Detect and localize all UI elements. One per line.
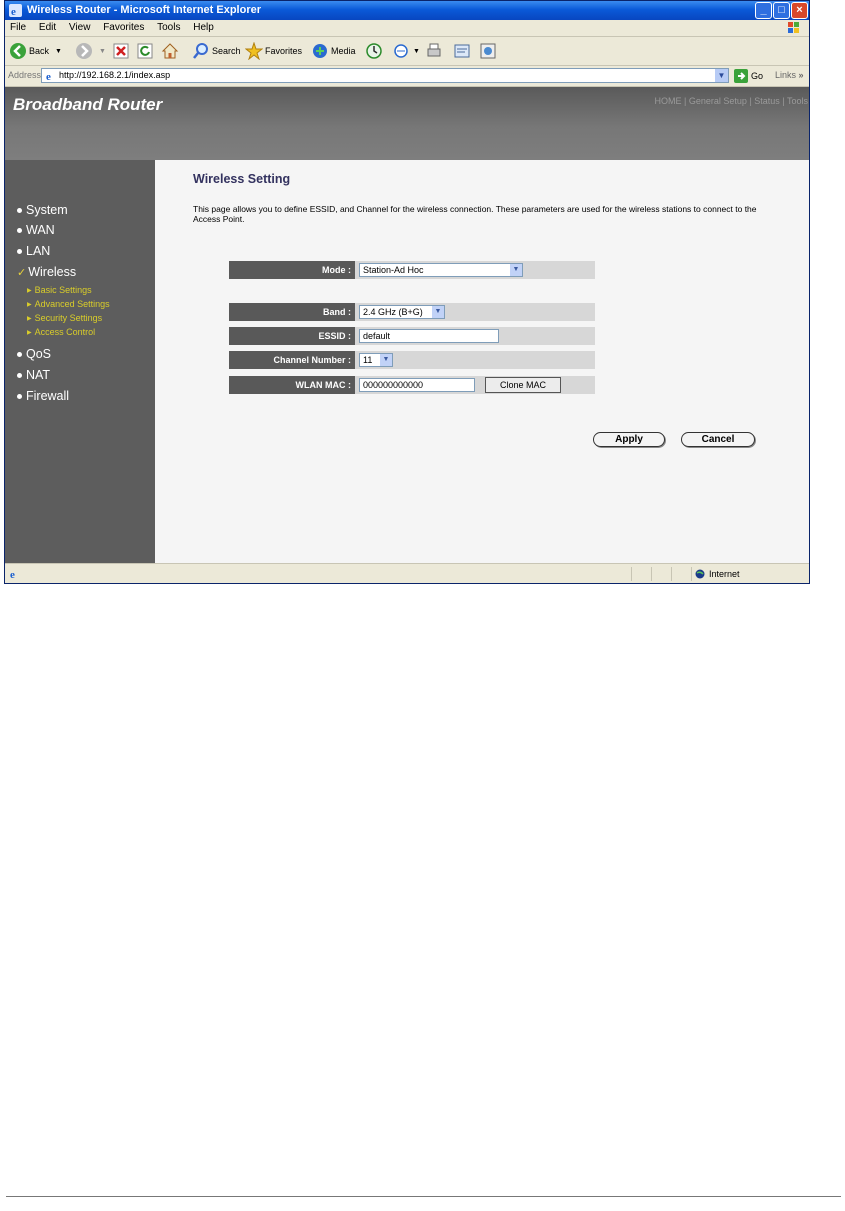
back-arrow-icon (9, 42, 27, 60)
status-segment (651, 567, 672, 581)
wlan-mac-row (229, 376, 595, 394)
menu-tools[interactable]: Tools (157, 22, 181, 33)
sidebar-sub-access-control[interactable] (27, 327, 95, 337)
address-url: http://192.168.2.1/index.asp (59, 70, 171, 80)
toolbar (5, 37, 809, 66)
nav-general-setup[interactable]: General Setup (688, 96, 747, 106)
essid-value: default (363, 331, 391, 341)
band-label: Band : (229, 303, 355, 321)
chevron-down-icon: ▼ (380, 354, 392, 366)
print-button[interactable] (425, 41, 445, 61)
mode-row (229, 261, 595, 279)
bullet-icon (17, 373, 22, 378)
bullet-icon (17, 249, 22, 254)
globe-icon (695, 569, 705, 579)
sidebar-item-label: QoS (26, 347, 52, 361)
arrow-right-icon: ▶ (27, 302, 32, 309)
chevron-down-icon: ▼ (432, 306, 444, 318)
links-label: Links (775, 70, 797, 80)
nav-separator: | (746, 96, 755, 106)
sidebar-item-nat[interactable] (17, 368, 50, 382)
windows-logo-icon (787, 21, 801, 34)
sidebar-sub-advanced-settings[interactable] (27, 299, 110, 309)
essid-input[interactable] (359, 329, 499, 343)
wlan-mac-input[interactable] (359, 378, 475, 392)
wlan-mac-label: WLAN MAC : (229, 376, 355, 394)
address-input[interactable] (41, 68, 729, 83)
address-bar (5, 66, 809, 87)
zone-label: Internet (709, 569, 740, 579)
sidebar-item-label: System (26, 203, 68, 217)
back-button[interactable] (9, 41, 62, 61)
router-header (5, 87, 810, 160)
ie-app-icon (9, 4, 22, 17)
bullet-icon (17, 394, 22, 399)
forward-button[interactable] (75, 41, 106, 61)
menu-view[interactable]: View (68, 22, 91, 33)
channel-value: 11 (363, 355, 373, 365)
print-icon (425, 42, 443, 60)
go-label: Go (751, 71, 764, 81)
refresh-button[interactable] (137, 41, 155, 61)
maximize-button[interactable]: □ (773, 2, 790, 19)
mode-label: Mode : (229, 261, 355, 279)
search-label: Search (212, 46, 241, 56)
minimize-button[interactable]: _ (755, 2, 772, 19)
sidebar-sub-basic-settings[interactable] (27, 285, 92, 295)
clone-mac-button[interactable]: Clone MAC (485, 377, 561, 393)
edit-button[interactable] (453, 41, 473, 61)
address-label: Address (8, 70, 42, 80)
page-status-icon (9, 568, 21, 580)
svg-text:e: e (11, 6, 16, 17)
sidebar-item-lan[interactable] (17, 244, 50, 258)
page-title: Wireless Setting (193, 172, 291, 186)
messenger-icon (479, 42, 497, 60)
menu-file[interactable]: File (10, 22, 27, 33)
mode-select[interactable] (359, 263, 523, 277)
media-icon (311, 42, 329, 60)
bullet-icon (17, 228, 22, 233)
sidebar-item-label: Wireless (28, 265, 77, 279)
nav-separator: | (779, 96, 787, 106)
sidebar-sub-label: Access Control (34, 327, 96, 337)
sidebar-sub-label: Advanced Settings (34, 299, 110, 309)
band-row (229, 303, 595, 321)
brand-title: Broadband Router (13, 95, 163, 114)
address-dropdown-icon[interactable]: ▼ (715, 69, 728, 82)
close-button[interactable]: × (791, 2, 808, 19)
media-button[interactable] (311, 41, 356, 61)
menu-favorites[interactable]: Favorites (103, 22, 145, 33)
apply-button[interactable]: Apply (593, 432, 665, 447)
main-content (155, 160, 810, 563)
links-button[interactable] (775, 70, 804, 80)
band-select[interactable] (359, 305, 445, 319)
bullet-icon (17, 208, 22, 213)
sidebar-item-label: WAN (26, 223, 55, 237)
page-icon (45, 70, 57, 81)
status-segment (631, 567, 652, 581)
checkmark-icon: ✓ (17, 267, 27, 279)
sidebar-item-wan[interactable] (17, 223, 55, 237)
go-button[interactable] (734, 69, 763, 83)
channel-label: Channel Number : (229, 351, 355, 369)
title-bar (5, 1, 809, 20)
favorites-label: Favorites (265, 46, 303, 56)
favorites-button[interactable] (245, 41, 302, 61)
nav-status[interactable]: Status (754, 96, 780, 106)
sidebar-sub-security-settings[interactable] (27, 313, 102, 323)
menu-bar (5, 20, 809, 37)
mail-button[interactable] (393, 41, 420, 61)
sidebar-item-label: NAT (26, 368, 51, 382)
essid-label: ESSID : (229, 327, 355, 345)
bullet-icon (17, 352, 22, 357)
arrow-right-icon: ▶ (27, 316, 32, 323)
stop-button[interactable] (113, 41, 131, 61)
arrow-right-icon: ▶ (27, 330, 32, 337)
svg-text:e: e (10, 569, 15, 580)
nav-home[interactable]: HOME (654, 96, 682, 106)
forward-dropdown-icon: ▼ (99, 47, 106, 55)
stop-icon (113, 43, 129, 59)
links-chevron-icon: » (798, 70, 804, 80)
nav-separator: | (681, 96, 689, 106)
essid-row (229, 327, 595, 345)
sidebar-item-system[interactable] (17, 203, 68, 217)
status-bar (5, 563, 810, 584)
history-icon (365, 42, 383, 60)
sidebar-item-wireless[interactable] (17, 265, 76, 279)
back-dropdown-icon: ▼ (55, 47, 62, 55)
go-arrow-icon (734, 69, 748, 83)
media-label: Media (331, 46, 356, 56)
search-button[interactable] (192, 41, 241, 61)
browser-window (4, 0, 810, 584)
mail-icon (393, 42, 411, 60)
edit-icon (453, 42, 471, 60)
sidebar-sub-label: Basic Settings (34, 285, 92, 295)
sidebar-sub-label: Security Settings (34, 313, 103, 323)
chevron-down-icon: ▼ (510, 264, 522, 276)
menu-edit[interactable]: Edit (38, 22, 57, 33)
svg-text:e: e (46, 71, 51, 81)
mode-value: Station-Ad Hoc (363, 265, 424, 275)
window-title: Wireless Router - Microsoft Internet Explorer (27, 4, 262, 16)
arrow-right-icon: ▶ (27, 288, 32, 295)
home-button[interactable] (161, 41, 181, 61)
wlan-mac-value: 000000000000 (363, 380, 424, 390)
channel-select[interactable] (359, 353, 393, 367)
band-value: 2.4 GHz (B+G) (363, 307, 423, 317)
page-footer-rule (6, 1196, 841, 1197)
forward-arrow-icon (75, 42, 93, 60)
cancel-button[interactable]: Cancel (681, 432, 755, 447)
sidebar-item-firewall[interactable] (17, 389, 69, 403)
refresh-icon (137, 43, 153, 59)
sidebar-item-label: LAN (26, 244, 51, 258)
page-description: This page allows you to define ESSID, and Channel for the wireless connection. These parameters are used for the wireless stations to connect to the Access Point. (193, 204, 757, 224)
web-page (5, 87, 810, 563)
channel-row (229, 351, 595, 369)
favorites-star-icon (245, 42, 263, 60)
sidebar-item-qos[interactable] (17, 347, 51, 361)
home-icon (161, 42, 179, 60)
security-zone (695, 569, 740, 579)
messenger-button[interactable] (479, 41, 499, 61)
top-nav (655, 96, 808, 106)
search-icon (192, 42, 210, 60)
back-label: Back (29, 46, 50, 56)
sidebar-item-label: Firewall (26, 389, 70, 403)
menu-help[interactable]: Help (193, 22, 214, 33)
mail-dropdown-icon: ▼ (413, 47, 420, 55)
nav-tools[interactable]: Tools (786, 96, 808, 106)
sidebar (5, 160, 155, 563)
status-segment (671, 567, 692, 581)
history-button[interactable] (365, 41, 385, 61)
